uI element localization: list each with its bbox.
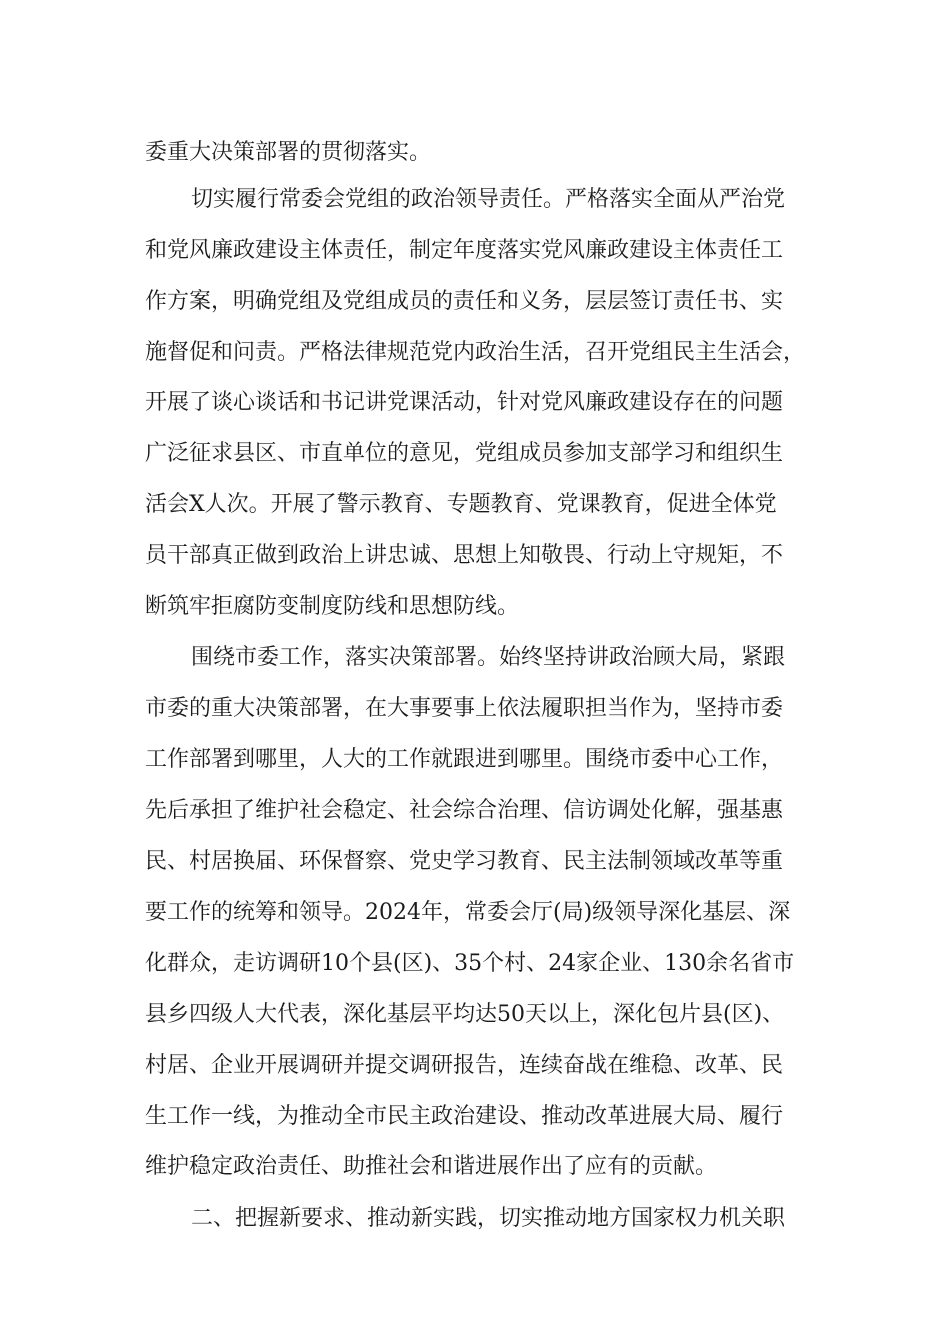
text-line: 员干部真正做到政治上讲忠诚、思想上知敬畏、行动上守规矩，不 — [145, 543, 784, 568]
section-heading: 二、把握新要求、推动新实践，切实推动地方国家权力机关职 — [191, 1206, 786, 1231]
text-line: 民、村居换届、环保督察、党史学习教育、民主法制领域改革等重 — [145, 849, 784, 874]
text-line: 和党风廉政建设主体责任，制定年度落实党风廉政建设主体责任工 — [145, 238, 784, 263]
text-line: 断筑牢拒腐防变制度防线和思想防线。 — [145, 594, 520, 619]
text-line: 开展了谈心谈话和书记讲党课活动，针对党风廉政建设存在的问题 — [145, 390, 784, 415]
text-line: 县乡四级人大代表，深化基层平均达50天以上，深化包片县(区)、 — [145, 1002, 785, 1027]
paragraph-first-line: 围绕市委工作，落实决策部署。始终坚持讲政治顾大局，紧跟 — [191, 645, 786, 670]
text-line: 生工作一线，为推动全市民主政治建设、推动改革进展大局、履行 — [145, 1104, 784, 1129]
text-line: 村居、企业开展调研并提交调研报告，连续奋战在维稳、改革、民 — [145, 1053, 784, 1078]
text-line: 化群众，走访调研10个县(区)、35个村、24家企业、130余名省市 — [145, 951, 795, 976]
text-line: 工作部署到哪里，人大的工作就跟进到哪里。围绕市委中心工作， — [145, 747, 784, 772]
text-line: 先后承担了维护社会稳定、社会综合治理、信访调处化解，强基惠 — [145, 798, 784, 823]
paragraph-first-line: 切实履行常委会党组的政治领导责任。严格落实全面从严治党 — [191, 187, 786, 212]
text-line: 施督促和问责。严格法律规范党内政治生活，召开党组民主生活会， — [145, 340, 806, 365]
text-line: 市委的重大决策部署，在大事要事上依法履职担当作为，坚持市委 — [145, 696, 784, 721]
text-line: 广泛征求县区、市直单位的意见，党组成员参加支部学习和组织生 — [145, 441, 784, 466]
text-line: 要工作的统筹和领导。2024年，常委会厅(局)级领导深化基层、深 — [145, 900, 791, 925]
text-line: 委重大决策部署的贯彻落实。 — [145, 140, 432, 165]
text-line: 活会X人次。开展了警示教育、专题教育、党课教育，促进全体党 — [145, 492, 777, 517]
text-line: 作方案，明确党组及党组成员的责任和义务，层层签订责任书、实 — [145, 289, 784, 314]
text-line: 维护稳定政治责任、助推社会和谐进展作出了应有的贡献。 — [145, 1154, 718, 1179]
